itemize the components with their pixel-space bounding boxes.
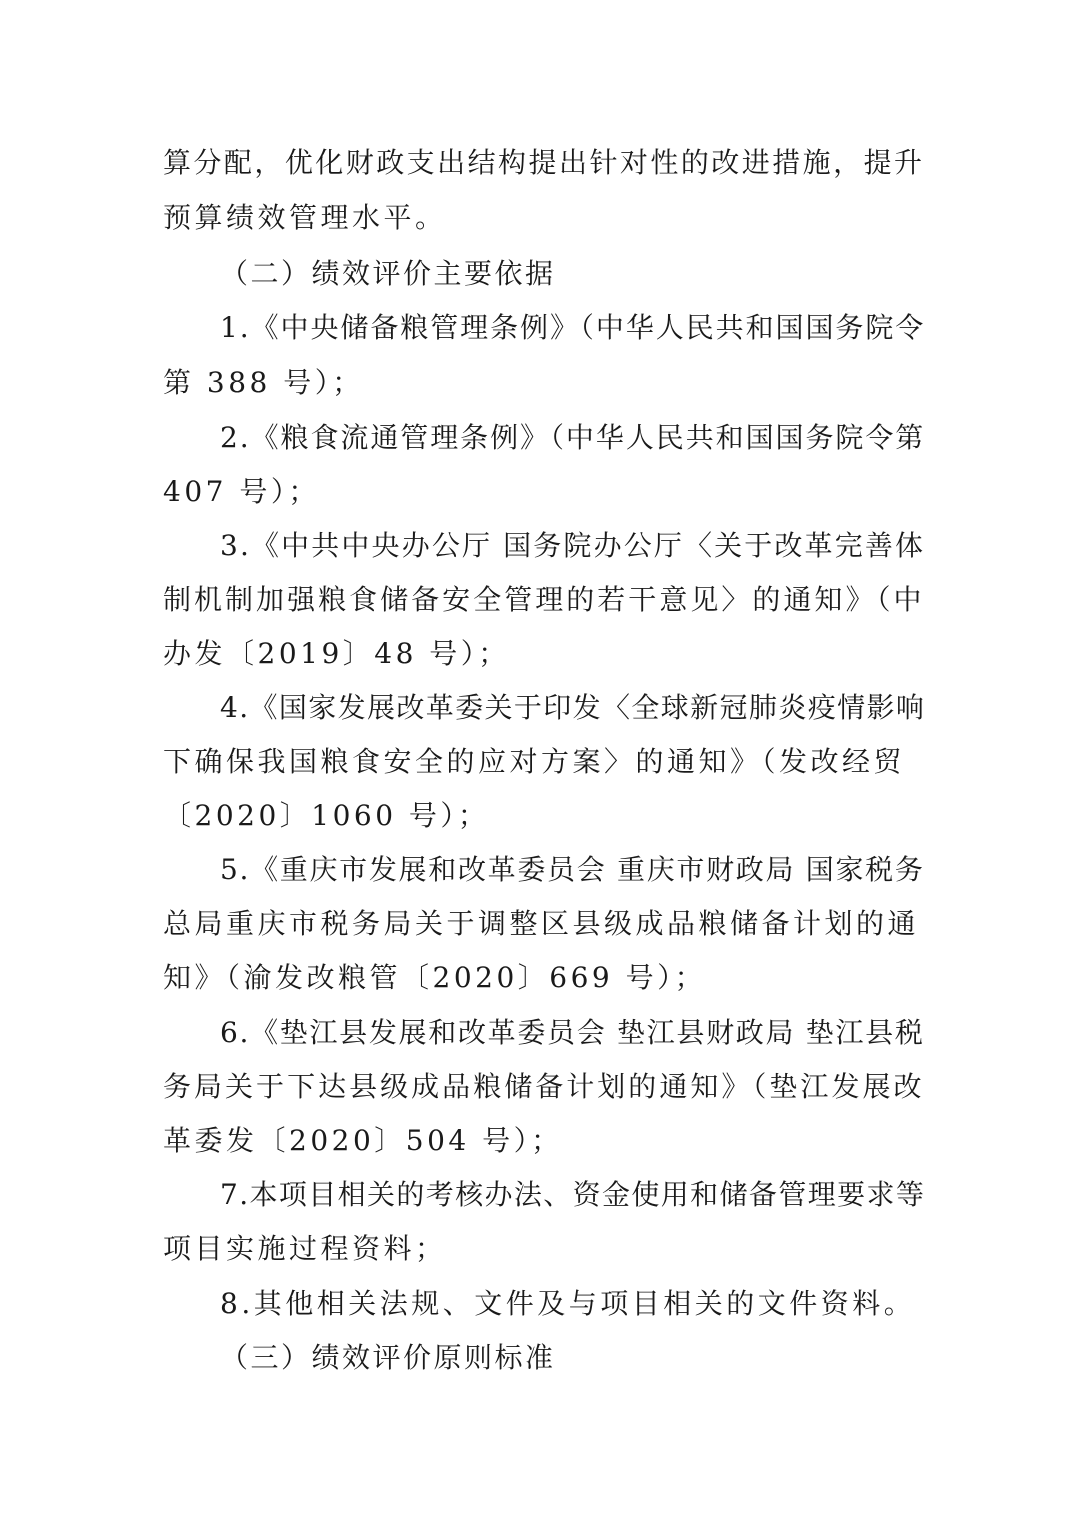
basis-item-line: 项目实施过程资料； xyxy=(163,1232,447,1265)
basis-item-line: 务局关于下达县级成品粮储备计划的通知》（垫江发展改 xyxy=(163,1070,925,1103)
paragraph-line: 算分配，优化财政支出结构提出针对性的改进措施，提升 xyxy=(163,146,925,179)
basis-item-line: 革委发〔2020〕504 号）； xyxy=(163,1124,563,1157)
basis-item-line: 7.本项目相关的考核办法、资金使用和储备管理要求等 xyxy=(220,1178,926,1211)
basis-item-line: 6.《垫江县发展和改革委员会 垫江县财政局 垫江县税 xyxy=(220,1016,925,1049)
basis-item-line: 总局重庆市税务局关于调整区县级成品粮储备计划的通 xyxy=(163,907,920,940)
basis-item-line: 制机制加强粮食储备安全管理的若干意见〉的通知》（中 xyxy=(163,583,925,616)
basis-item-line: 3.《中共中央办公厅 国务院办公厅〈关于改革完善体 xyxy=(220,529,926,562)
basis-item-line: 2.《粮食流通管理条例》（中华人民共和国国务院令第 xyxy=(220,421,926,454)
basis-item-line: 知》（渝发改粮管〔2020〕669 号）； xyxy=(163,961,707,994)
basis-item-line: 8.其他相关法规、文件及与项目相关的文件资料。 xyxy=(220,1287,916,1320)
basis-item-line: 第 388 号）； xyxy=(163,366,364,399)
paragraph-line: 预算绩效管理水平。 xyxy=(163,201,447,234)
basis-item-line: 407 号）； xyxy=(163,475,320,508)
section-heading: （二）绩效评价主要依据 xyxy=(220,257,556,290)
basis-item-line: 4.《国家发展改革委关于印发〈全球新冠肺炎疫情影响 xyxy=(220,691,926,724)
basis-item-line: 办发〔2019〕48 号）； xyxy=(163,637,510,670)
basis-item-line: 下确保我国粮食安全的应对方案〉的通知》（发改经贸 xyxy=(163,745,906,778)
basis-item-line: 〔2020〕1060 号）； xyxy=(163,799,490,832)
basis-item-line: 5.《重庆市发展和改革委员会 重庆市财政局 国家税务 xyxy=(220,853,925,886)
section-heading: （三）绩效评价原则标准 xyxy=(220,1341,556,1374)
basis-item-line: 1.《中央储备粮管理条例》（中华人民共和国国务院令 xyxy=(220,311,926,344)
